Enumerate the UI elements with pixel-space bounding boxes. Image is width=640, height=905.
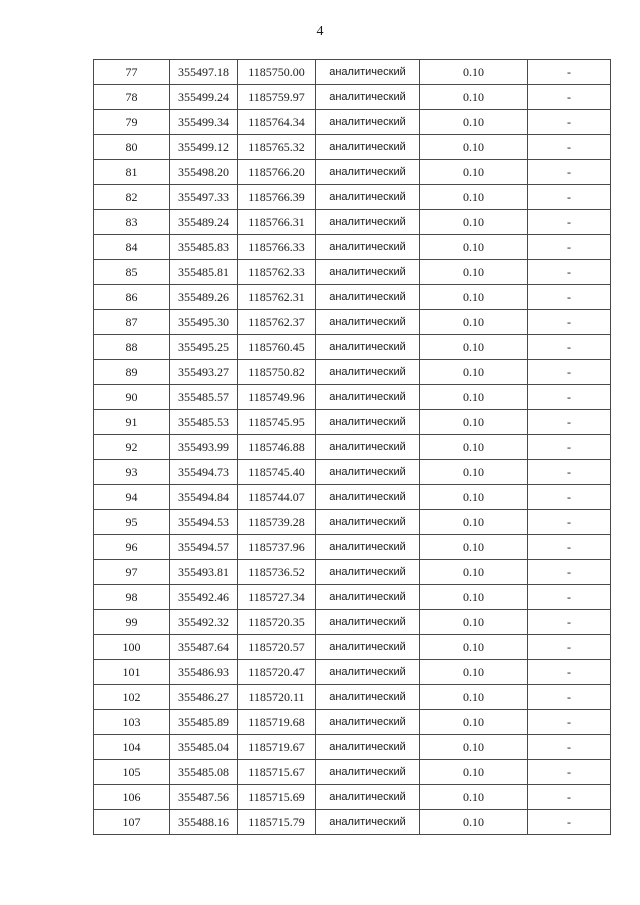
table-row bbox=[94, 635, 611, 660]
description-cell: - bbox=[528, 285, 611, 310]
coordinate-y-cell: 1185720.35 bbox=[238, 610, 316, 635]
accuracy-cell: 0.10 bbox=[420, 210, 528, 235]
point-number-cell: 92 bbox=[94, 435, 170, 460]
table-row bbox=[94, 210, 611, 235]
table-row bbox=[94, 85, 611, 110]
coordinate-x-cell: 355488.16 bbox=[170, 810, 238, 835]
method-cell: аналитический bbox=[316, 560, 420, 585]
coordinate-y-cell: 1185737.96 bbox=[238, 535, 316, 560]
table-row bbox=[94, 610, 611, 635]
method-cell: аналитический bbox=[316, 685, 420, 710]
point-number-cell: 107 bbox=[94, 810, 170, 835]
coordinate-y-cell: 1185715.69 bbox=[238, 785, 316, 810]
coordinate-y-cell: 1185745.40 bbox=[238, 460, 316, 485]
description-cell: - bbox=[528, 535, 611, 560]
point-number-cell: 89 bbox=[94, 360, 170, 385]
coordinate-y-cell: 1185750.00 bbox=[238, 60, 316, 85]
description-cell: - bbox=[528, 485, 611, 510]
coordinate-y-cell: 1185739.28 bbox=[238, 510, 316, 535]
point-number-cell: 104 bbox=[94, 735, 170, 760]
accuracy-cell: 0.10 bbox=[420, 735, 528, 760]
table-row bbox=[94, 435, 611, 460]
description-cell: - bbox=[528, 510, 611, 535]
table-row bbox=[94, 185, 611, 210]
point-number-cell: 93 bbox=[94, 460, 170, 485]
coordinate-x-cell: 355487.64 bbox=[170, 635, 238, 660]
point-number-cell: 91 bbox=[94, 410, 170, 435]
coordinate-y-cell: 1185766.20 bbox=[238, 160, 316, 185]
coordinate-y-cell: 1185715.79 bbox=[238, 810, 316, 835]
coordinate-y-cell: 1185719.67 bbox=[238, 735, 316, 760]
description-cell: - bbox=[528, 410, 611, 435]
point-number-cell: 78 bbox=[94, 85, 170, 110]
accuracy-cell: 0.10 bbox=[420, 810, 528, 835]
description-cell: - bbox=[528, 560, 611, 585]
accuracy-cell: 0.10 bbox=[420, 185, 528, 210]
method-cell: аналитический bbox=[316, 110, 420, 135]
point-number-cell: 79 bbox=[94, 110, 170, 135]
coordinate-y-cell: 1185766.33 bbox=[238, 235, 316, 260]
coordinate-x-cell: 355497.33 bbox=[170, 185, 238, 210]
accuracy-cell: 0.10 bbox=[420, 485, 528, 510]
accuracy-cell: 0.10 bbox=[420, 610, 528, 635]
coordinate-y-cell: 1185744.07 bbox=[238, 485, 316, 510]
coordinate-x-cell: 355485.08 bbox=[170, 760, 238, 785]
method-cell: аналитический bbox=[316, 785, 420, 810]
method-cell: аналитический bbox=[316, 810, 420, 835]
accuracy-cell: 0.10 bbox=[420, 510, 528, 535]
point-number-cell: 105 bbox=[94, 760, 170, 785]
point-number-cell: 95 bbox=[94, 510, 170, 535]
method-cell: аналитический bbox=[316, 610, 420, 635]
description-cell: - bbox=[528, 785, 611, 810]
coordinate-y-cell: 1185727.34 bbox=[238, 585, 316, 610]
coordinate-x-cell: 355486.93 bbox=[170, 660, 238, 685]
coordinate-x-cell: 355485.89 bbox=[170, 710, 238, 735]
table-row bbox=[94, 285, 611, 310]
coordinate-x-cell: 355499.12 bbox=[170, 135, 238, 160]
table-row bbox=[94, 810, 611, 835]
description-cell: - bbox=[528, 385, 611, 410]
method-cell: аналитический bbox=[316, 485, 420, 510]
table-row bbox=[94, 510, 611, 535]
description-cell: - bbox=[528, 460, 611, 485]
method-cell: аналитический bbox=[316, 335, 420, 360]
table-row bbox=[94, 310, 611, 335]
point-number-cell: 100 bbox=[94, 635, 170, 660]
accuracy-cell: 0.10 bbox=[420, 460, 528, 485]
coordinate-x-cell: 355497.18 bbox=[170, 60, 238, 85]
description-cell: - bbox=[528, 610, 611, 635]
table-row bbox=[94, 485, 611, 510]
description-cell: - bbox=[528, 360, 611, 385]
table-row bbox=[94, 160, 611, 185]
table-row bbox=[94, 535, 611, 560]
coordinate-x-cell: 355486.27 bbox=[170, 685, 238, 710]
method-cell: аналитический bbox=[316, 660, 420, 685]
point-number-cell: 88 bbox=[94, 335, 170, 360]
method-cell: аналитический bbox=[316, 235, 420, 260]
table-row bbox=[94, 585, 611, 610]
table-row bbox=[94, 335, 611, 360]
description-cell: - bbox=[528, 735, 611, 760]
coordinate-y-cell: 1185766.39 bbox=[238, 185, 316, 210]
point-number-cell: 102 bbox=[94, 685, 170, 710]
table-row bbox=[94, 460, 611, 485]
point-number-cell: 85 bbox=[94, 260, 170, 285]
point-number-cell: 87 bbox=[94, 310, 170, 335]
table-row bbox=[94, 560, 611, 585]
coordinate-y-cell: 1185719.68 bbox=[238, 710, 316, 735]
description-cell: - bbox=[528, 135, 611, 160]
coordinate-y-cell: 1185746.88 bbox=[238, 435, 316, 460]
coordinate-x-cell: 355485.53 bbox=[170, 410, 238, 435]
coordinate-y-cell: 1185759.97 bbox=[238, 85, 316, 110]
coordinate-x-cell: 355499.34 bbox=[170, 110, 238, 135]
accuracy-cell: 0.10 bbox=[420, 785, 528, 810]
table-row bbox=[94, 410, 611, 435]
coordinate-x-cell: 355492.46 bbox=[170, 585, 238, 610]
method-cell: аналитический bbox=[316, 535, 420, 560]
coordinate-y-cell: 1185715.67 bbox=[238, 760, 316, 785]
description-cell: - bbox=[528, 210, 611, 235]
point-number-cell: 94 bbox=[94, 485, 170, 510]
coordinate-x-cell: 355498.20 bbox=[170, 160, 238, 185]
accuracy-cell: 0.10 bbox=[420, 660, 528, 685]
coordinate-x-cell: 355485.83 bbox=[170, 235, 238, 260]
description-cell: - bbox=[528, 335, 611, 360]
method-cell: аналитический bbox=[316, 160, 420, 185]
description-cell: - bbox=[528, 260, 611, 285]
description-cell: - bbox=[528, 760, 611, 785]
coordinate-y-cell: 1185762.31 bbox=[238, 285, 316, 310]
method-cell: аналитический bbox=[316, 385, 420, 410]
method-cell: аналитический bbox=[316, 735, 420, 760]
coordinate-y-cell: 1185765.32 bbox=[238, 135, 316, 160]
point-number-cell: 77 bbox=[94, 60, 170, 85]
method-cell: аналитический bbox=[316, 285, 420, 310]
accuracy-cell: 0.10 bbox=[420, 310, 528, 335]
table-row bbox=[94, 135, 611, 160]
description-cell: - bbox=[528, 310, 611, 335]
table-row bbox=[94, 385, 611, 410]
coordinate-x-cell: 355489.24 bbox=[170, 210, 238, 235]
accuracy-cell: 0.10 bbox=[420, 335, 528, 360]
coordinate-x-cell: 355485.04 bbox=[170, 735, 238, 760]
coordinate-y-cell: 1185720.57 bbox=[238, 635, 316, 660]
point-number-cell: 101 bbox=[94, 660, 170, 685]
coordinate-x-cell: 355494.57 bbox=[170, 535, 238, 560]
coordinate-x-cell: 355493.81 bbox=[170, 560, 238, 585]
point-number-cell: 84 bbox=[94, 235, 170, 260]
coordinate-x-cell: 355494.53 bbox=[170, 510, 238, 535]
accuracy-cell: 0.10 bbox=[420, 410, 528, 435]
accuracy-cell: 0.10 bbox=[420, 585, 528, 610]
accuracy-cell: 0.10 bbox=[420, 135, 528, 160]
coordinate-y-cell: 1185720.11 bbox=[238, 685, 316, 710]
point-number-cell: 90 bbox=[94, 385, 170, 410]
description-cell: - bbox=[528, 160, 611, 185]
method-cell: аналитический bbox=[316, 85, 420, 110]
description-cell: - bbox=[528, 435, 611, 460]
description-cell: - bbox=[528, 710, 611, 735]
coordinates-table bbox=[93, 59, 611, 835]
coordinate-y-cell: 1185745.95 bbox=[238, 410, 316, 435]
method-cell: аналитический bbox=[316, 510, 420, 535]
coordinate-x-cell: 355485.57 bbox=[170, 385, 238, 410]
coordinate-y-cell: 1185760.45 bbox=[238, 335, 316, 360]
coordinate-x-cell: 355495.30 bbox=[170, 310, 238, 335]
coordinate-y-cell: 1185762.33 bbox=[238, 260, 316, 285]
accuracy-cell: 0.10 bbox=[420, 260, 528, 285]
method-cell: аналитический bbox=[316, 460, 420, 485]
coordinate-x-cell: 355493.27 bbox=[170, 360, 238, 385]
accuracy-cell: 0.10 bbox=[420, 85, 528, 110]
accuracy-cell: 0.10 bbox=[420, 760, 528, 785]
point-number-cell: 98 bbox=[94, 585, 170, 610]
method-cell: аналитический bbox=[316, 185, 420, 210]
method-cell: аналитический bbox=[316, 135, 420, 160]
accuracy-cell: 0.10 bbox=[420, 635, 528, 660]
coordinate-y-cell: 1185720.47 bbox=[238, 660, 316, 685]
coordinate-y-cell: 1185749.96 bbox=[238, 385, 316, 410]
method-cell: аналитический bbox=[316, 260, 420, 285]
method-cell: аналитический bbox=[316, 760, 420, 785]
accuracy-cell: 0.10 bbox=[420, 535, 528, 560]
table-row bbox=[94, 235, 611, 260]
accuracy-cell: 0.10 bbox=[420, 110, 528, 135]
coordinate-y-cell: 1185762.37 bbox=[238, 310, 316, 335]
coordinate-x-cell: 355495.25 bbox=[170, 335, 238, 360]
table-row bbox=[94, 710, 611, 735]
table-row bbox=[94, 735, 611, 760]
table-row bbox=[94, 685, 611, 710]
accuracy-cell: 0.10 bbox=[420, 60, 528, 85]
point-number-cell: 97 bbox=[94, 560, 170, 585]
description-cell: - bbox=[528, 685, 611, 710]
point-number-cell: 83 bbox=[94, 210, 170, 235]
description-cell: - bbox=[528, 85, 611, 110]
point-number-cell: 81 bbox=[94, 160, 170, 185]
table-row bbox=[94, 260, 611, 285]
method-cell: аналитический bbox=[316, 710, 420, 735]
table-row bbox=[94, 660, 611, 685]
point-number-cell: 96 bbox=[94, 535, 170, 560]
accuracy-cell: 0.10 bbox=[420, 285, 528, 310]
description-cell: - bbox=[528, 660, 611, 685]
point-number-cell: 106 bbox=[94, 785, 170, 810]
accuracy-cell: 0.10 bbox=[420, 435, 528, 460]
description-cell: - bbox=[528, 110, 611, 135]
coordinates-table-body bbox=[94, 60, 611, 835]
accuracy-cell: 0.10 bbox=[420, 685, 528, 710]
method-cell: аналитический bbox=[316, 435, 420, 460]
coordinate-x-cell: 355499.24 bbox=[170, 85, 238, 110]
accuracy-cell: 0.10 bbox=[420, 360, 528, 385]
description-cell: - bbox=[528, 585, 611, 610]
accuracy-cell: 0.10 bbox=[420, 235, 528, 260]
accuracy-cell: 0.10 bbox=[420, 710, 528, 735]
coordinate-x-cell: 355489.26 bbox=[170, 285, 238, 310]
description-cell: - bbox=[528, 810, 611, 835]
coordinate-x-cell: 355492.32 bbox=[170, 610, 238, 635]
method-cell: аналитический bbox=[316, 635, 420, 660]
method-cell: аналитический bbox=[316, 410, 420, 435]
point-number-cell: 86 bbox=[94, 285, 170, 310]
coordinate-x-cell: 355494.73 bbox=[170, 460, 238, 485]
method-cell: аналитический bbox=[316, 60, 420, 85]
point-number-cell: 82 bbox=[94, 185, 170, 210]
accuracy-cell: 0.10 bbox=[420, 560, 528, 585]
coordinate-y-cell: 1185766.31 bbox=[238, 210, 316, 235]
table-row bbox=[94, 360, 611, 385]
method-cell: аналитический bbox=[316, 210, 420, 235]
coordinate-y-cell: 1185750.82 bbox=[238, 360, 316, 385]
table-row bbox=[94, 785, 611, 810]
table-row bbox=[94, 110, 611, 135]
coordinate-x-cell: 355487.56 bbox=[170, 785, 238, 810]
point-number-cell: 103 bbox=[94, 710, 170, 735]
description-cell: - bbox=[528, 60, 611, 85]
coordinate-y-cell: 1185736.52 bbox=[238, 560, 316, 585]
accuracy-cell: 0.10 bbox=[420, 385, 528, 410]
point-number-cell: 99 bbox=[94, 610, 170, 635]
coordinate-x-cell: 355494.84 bbox=[170, 485, 238, 510]
coordinate-x-cell: 355493.99 bbox=[170, 435, 238, 460]
coordinate-y-cell: 1185764.34 bbox=[238, 110, 316, 135]
method-cell: аналитический bbox=[316, 310, 420, 335]
accuracy-cell: 0.10 bbox=[420, 160, 528, 185]
description-cell: - bbox=[528, 235, 611, 260]
point-number-cell: 80 bbox=[94, 135, 170, 160]
description-cell: - bbox=[528, 635, 611, 660]
table-row bbox=[94, 60, 611, 85]
table-row bbox=[94, 760, 611, 785]
description-cell: - bbox=[528, 185, 611, 210]
method-cell: аналитический bbox=[316, 585, 420, 610]
page-number: 4 bbox=[316, 24, 324, 39]
coordinate-x-cell: 355485.81 bbox=[170, 260, 238, 285]
method-cell: аналитический bbox=[316, 360, 420, 385]
